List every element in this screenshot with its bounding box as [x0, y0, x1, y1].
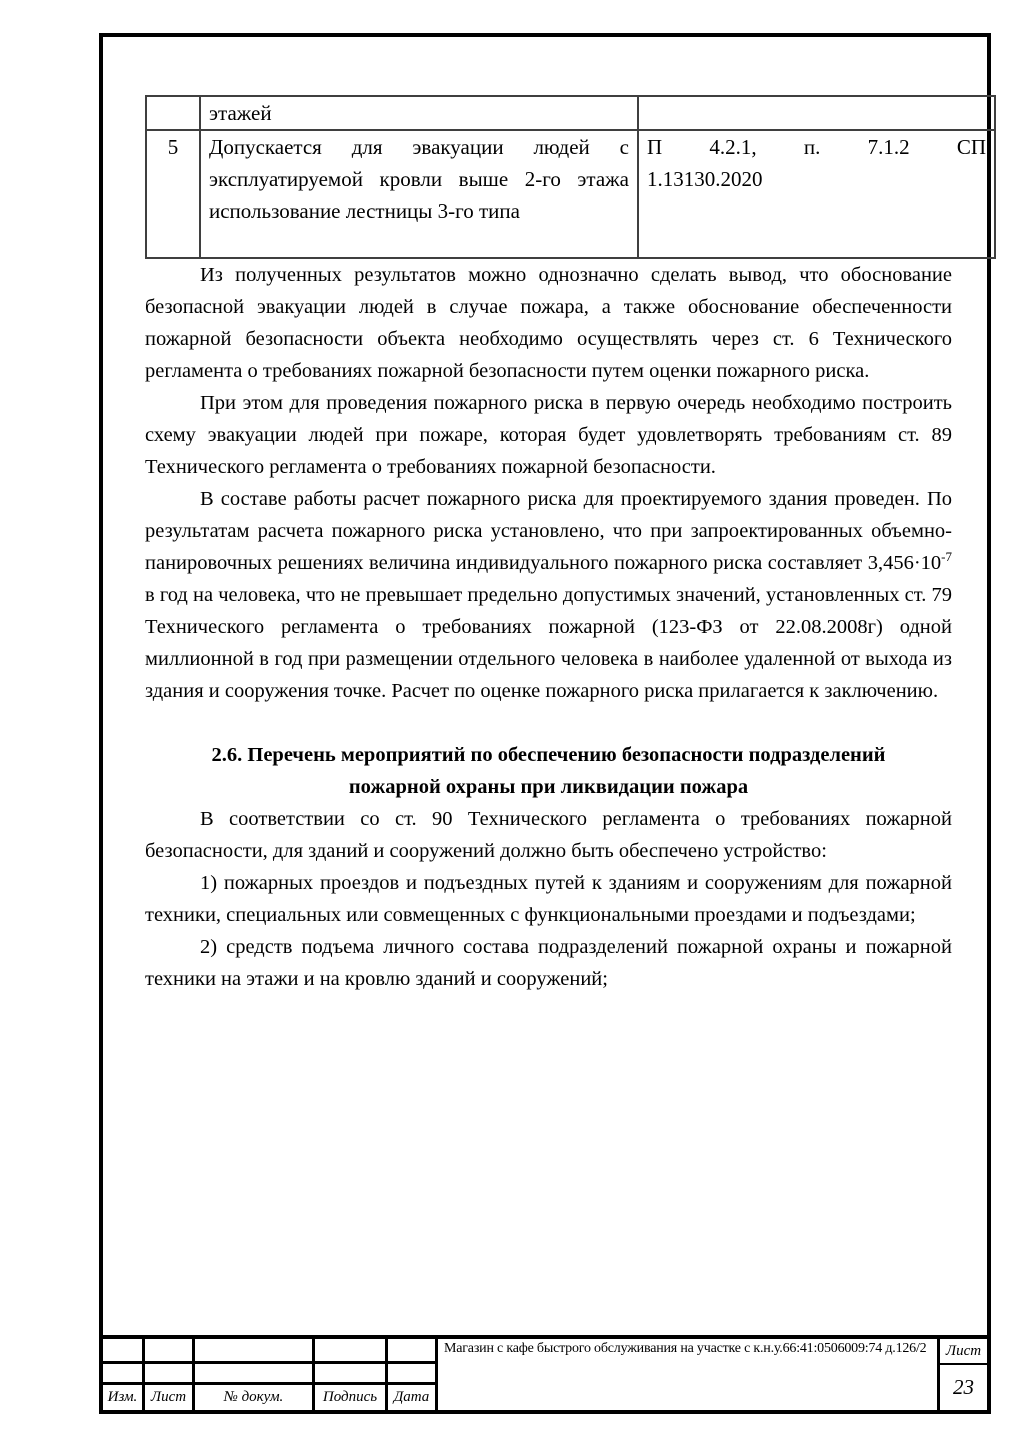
paragraph-risk-calculation	[145, 483, 952, 707]
stamp-label-podpis: Подпись	[315, 1385, 388, 1410]
project-title: Магазин с кафе быстрого обслуживания на участке с к.н.у.66:41:0506009:74 д.126/2	[438, 1339, 940, 1410]
sheet-number: 23	[953, 1375, 974, 1399]
table-cell-text: Допускается для эвакуации людей с эксплуатируемой кровли выше 2-го этажа использование лестницы 3-го типа	[200, 130, 638, 258]
table-cell-reference	[638, 130, 995, 258]
stamp-cell-empty	[145, 1339, 195, 1364]
stamp-cell-empty	[388, 1339, 438, 1364]
list-item-2: 2) средств подъема личного состава подразделений пожарной охраны и пожарной техники на этажи и на кровлю зданий и сооружений;	[145, 936, 952, 990]
stamp-cell-empty	[388, 1364, 438, 1385]
section-heading-line-2: пожарной охраны при ликвидации пожара	[348, 776, 749, 798]
section-heading	[145, 739, 952, 803]
stamp-cell-empty	[315, 1364, 388, 1385]
reference-line-1: П 4.2.1, п. 7.1.2 СП	[647, 135, 986, 159]
page-frame	[99, 33, 991, 1414]
risk-exponent: -7	[941, 549, 952, 565]
sheet-label: Лист	[940, 1339, 987, 1365]
sheet-cell	[940, 1339, 987, 1410]
stamp-label-dokum: № докум.	[195, 1385, 315, 1410]
list-item-1: 1) пожарных проездов и подъездных путей к зданиям и сооружениям для пожарной техники, специальных или совмещенных с функциональными проездами и подъездами;	[145, 872, 952, 926]
risk-text-after: в год на человека, что не превышает предельно допустимых значений, установленных ст. 79 Технического регламента о требованиях пожарной (123-ФЗ от 22.08.2008г) одной миллионной в год при размещении отдельного человека в наиболее удаленной от выхода из здания и сооружения точке. Расчет по оценке пожарного риска прилагается к заключению.	[145, 584, 952, 702]
stamp-cell-empty	[315, 1339, 388, 1364]
table-cell-number: 5	[146, 130, 200, 258]
stamp-cell-empty	[195, 1339, 315, 1364]
table-row	[146, 130, 995, 258]
table-row	[146, 96, 995, 130]
risk-text-before: В составе работы расчет пожарного риска для проектируемого здания проведен. По результатам расчета пожарного риска установлено, что при запроектированных объемно-панировочных решениях величина индивидуального пожарного риска составляет 3,456·10	[145, 488, 952, 574]
stamp-cell-empty	[145, 1364, 195, 1385]
title-block	[103, 1335, 987, 1410]
stamp-label-data: Дата	[388, 1385, 438, 1410]
paragraph-article-90: В соответствии со ст. 90 Технического регламента о требованиях пожарной безопасности, для зданий и сооружений должно быть обеспечено устройство:	[145, 808, 952, 862]
reference-line-2: 1.13130.2020	[647, 167, 763, 191]
table-cell-number	[146, 96, 200, 130]
section-heading-line-1: 2.6. Перечень мероприятий по обеспечению безопасности подразделений	[211, 744, 886, 766]
stamp-cell-empty	[103, 1339, 145, 1364]
paragraph-conclusion: Из полученных результатов можно однозначно сделать вывод, что обоснование безопасной эвакуации людей в случае пожара, а также обоснование обеспеченности пожарной безопасности объекта необходимо осуществлять через ст. 6 Технического регламента о требованиях пожарной безопасности путем оценки пожарного риска.	[145, 264, 952, 382]
document-body	[145, 259, 952, 995]
stamp-label-list: Лист	[145, 1385, 195, 1410]
paragraph-evacuation-scheme: При этом для проведения пожарного риска в первую очередь необходимо построить схему эвакуации людей при пожаре, которая будет удовлетворять требованиям ст. 89 Технического регламента о требованиях пожарной безопасности.	[145, 392, 952, 478]
stamp-cell-empty	[195, 1364, 315, 1385]
table-cell-text: этажей	[200, 96, 638, 130]
stamp-cell-empty	[103, 1364, 145, 1385]
requirements-table	[145, 95, 996, 259]
table-cell-reference	[638, 96, 995, 130]
stamp-label-izm: Изм.	[103, 1385, 145, 1410]
